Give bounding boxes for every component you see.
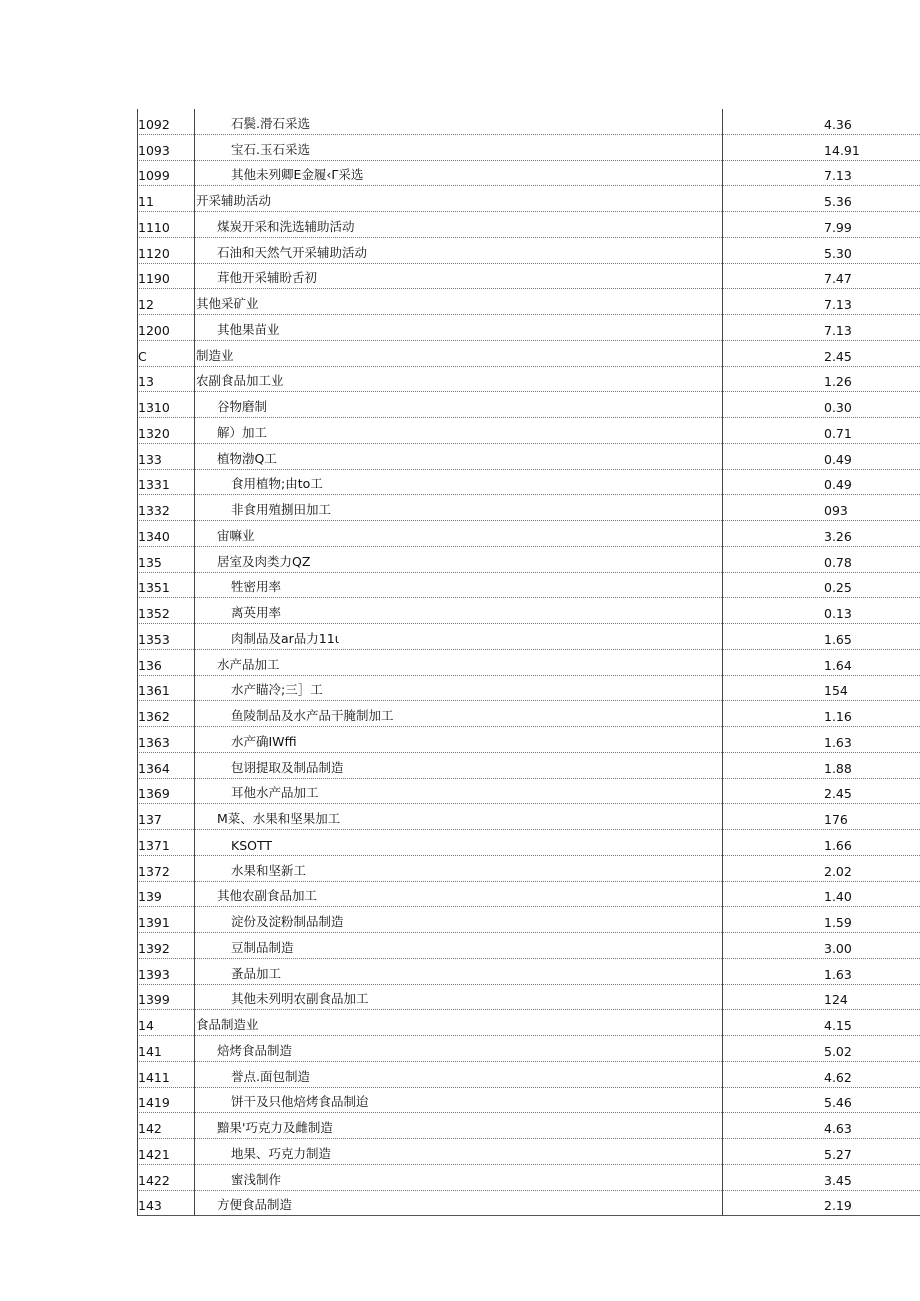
industry-code: 1364 — [138, 760, 170, 776]
table-row — [137, 1139, 920, 1165]
industry-name: 开采辅助活动 — [196, 193, 272, 208]
industry-code: 1392 — [138, 940, 170, 956]
industry-code: 137 — [138, 812, 162, 827]
industry-value: 2.19 — [824, 1198, 852, 1214]
industry-value: 7.13 — [824, 322, 852, 338]
table-body — [137, 109, 920, 1216]
industry-name: 誉点.面包制造 — [231, 1068, 310, 1084]
industry-name: 谷物磨制 — [217, 399, 268, 414]
table-border-left — [137, 109, 138, 1216]
table-row — [137, 161, 920, 187]
industry-value: 0.30 — [824, 400, 852, 415]
table-row — [137, 547, 920, 573]
table-row — [137, 392, 920, 418]
industry-name: M菜、水果和坚果加工 — [217, 811, 341, 826]
table-row — [137, 1010, 920, 1036]
table-row — [137, 985, 920, 1011]
table-row — [137, 470, 920, 496]
industry-name: 制造业 — [196, 347, 234, 363]
industry-code: 1399 — [138, 992, 170, 1008]
industry-value: 5.27 — [824, 1146, 852, 1162]
industry-code: 1092 — [138, 116, 170, 132]
industry-value: 3.45 — [824, 1172, 852, 1188]
table-row — [137, 830, 920, 856]
industry-name: 水产确IWffi — [231, 733, 297, 749]
table-row — [137, 650, 920, 676]
table-row — [137, 367, 920, 393]
data-table — [137, 109, 920, 1216]
industry-code: 135 — [138, 554, 162, 570]
industry-value: 1.63 — [824, 966, 852, 982]
industry-name: 植物渤Q工 — [217, 450, 277, 466]
industry-code: 1351 — [138, 580, 170, 596]
table-row — [137, 1113, 920, 1139]
industry-code: C — [138, 348, 147, 364]
industry-name: 离英用率 — [231, 605, 282, 620]
industry-name: 煤炭开采和洗选辅助活动 — [217, 218, 355, 234]
industry-name: 其他农副食品加工 — [217, 888, 318, 904]
table-row — [137, 701, 920, 727]
industry-name: 石油和天然气开采辅助活动 — [217, 244, 368, 260]
table-row — [137, 444, 920, 470]
table-row — [137, 1036, 920, 1062]
industry-code: 1340 — [138, 528, 170, 544]
industry-value: 1.26 — [824, 374, 852, 390]
table-row — [137, 1165, 920, 1191]
industry-name: KSOTT — [231, 837, 273, 853]
industry-code: 1099 — [138, 168, 170, 184]
industry-value: 4.62 — [824, 1069, 852, 1085]
industry-code: 141 — [138, 1043, 162, 1059]
industry-value: 7.13 — [824, 168, 852, 184]
industry-value: 0.71 — [824, 425, 852, 441]
industry-code: 1093 — [138, 142, 170, 158]
table-row — [137, 495, 920, 521]
industry-value: 7.99 — [824, 219, 852, 235]
table-row — [137, 1191, 920, 1217]
industry-name: 非食用殖捌田加工 — [231, 502, 332, 517]
industry-code: 1422 — [138, 1172, 170, 1188]
industry-name: 包诩提取及制品制造 — [231, 759, 344, 775]
industry-code: 13 — [138, 374, 154, 390]
industry-name: 其他采矿业 — [196, 296, 259, 311]
table-row — [137, 315, 920, 341]
industry-code: 1419 — [138, 1095, 170, 1111]
industry-code: 1361 — [138, 683, 170, 699]
industry-code: 142 — [138, 1121, 162, 1136]
industry-name: 宙嘛业 — [217, 527, 255, 543]
industry-value: 0.49 — [824, 451, 852, 467]
table-row — [137, 521, 920, 547]
industry-value: 14.91 — [824, 142, 860, 158]
table-row — [137, 727, 920, 753]
industry-name: 食用植物;由to工 — [231, 476, 323, 492]
table-row — [137, 779, 920, 805]
industry-name: 农副食品加工业 — [196, 373, 284, 389]
industry-code: 136 — [138, 657, 162, 673]
table-row — [137, 1062, 920, 1088]
industry-code: 1411 — [138, 1069, 170, 1085]
industry-value: 5.36 — [824, 194, 852, 209]
table-row — [137, 238, 920, 264]
industry-name: 水产品加工 — [217, 656, 280, 672]
industry-value: 093 — [824, 503, 848, 518]
industry-value: 1.88 — [824, 760, 852, 776]
industry-value: 2.02 — [824, 863, 852, 879]
table-row — [137, 264, 920, 290]
industry-code: 1372 — [138, 863, 170, 879]
industry-value: 124 — [824, 992, 848, 1008]
table-row — [137, 1088, 920, 1114]
industry-name: 居室及肉类力QZ — [217, 553, 311, 569]
table-row — [137, 573, 920, 599]
industry-code: 1421 — [138, 1146, 170, 1162]
industry-value: 4.15 — [824, 1018, 852, 1033]
industry-value: 5.46 — [824, 1095, 852, 1111]
industry-value: 5.02 — [824, 1043, 852, 1059]
table-row — [137, 753, 920, 779]
industry-name: 蚤品加工 — [231, 965, 282, 981]
industry-code: 1352 — [138, 606, 170, 621]
industry-value: 1.40 — [824, 889, 852, 905]
table-row — [137, 856, 920, 882]
industry-name: 牲密用率 — [231, 579, 282, 595]
table-row — [137, 341, 920, 367]
industry-value: 1.66 — [824, 837, 852, 853]
industry-code: 1120 — [138, 245, 170, 261]
industry-value: 4.63 — [824, 1121, 852, 1136]
industry-code: 1332 — [138, 503, 170, 518]
industry-code: 12 — [138, 297, 154, 312]
industry-code: 1363 — [138, 734, 170, 750]
industry-value: 3.00 — [824, 940, 852, 956]
industry-name: 蜜浅制作 — [231, 1171, 282, 1187]
table-row — [137, 959, 920, 985]
industry-value: 4.36 — [824, 116, 852, 132]
industry-value: 1.64 — [824, 657, 852, 673]
industry-value: 3.26 — [824, 528, 852, 544]
industry-code: 1320 — [138, 425, 170, 441]
industry-value: 0.78 — [824, 554, 852, 570]
table-row — [137, 289, 920, 315]
industry-name: 水产瞄冷;三］工 — [231, 682, 323, 698]
table-row — [137, 598, 920, 624]
industry-name: 饼干及只他焙烤食品制迨 — [231, 1094, 369, 1110]
industry-value: 5.30 — [824, 245, 852, 261]
table-row — [137, 907, 920, 933]
industry-name: 解）加工 — [217, 424, 268, 440]
industry-name: 方便食品制造 — [217, 1197, 293, 1213]
industry-value: 2.45 — [824, 348, 852, 364]
industry-value: 1.65 — [824, 631, 852, 647]
industry-name: 其他果苗业 — [217, 321, 280, 337]
industry-code: 1331 — [138, 477, 170, 493]
table-row — [137, 109, 920, 135]
industry-value: 7.13 — [824, 297, 852, 312]
table-row — [137, 882, 920, 908]
industry-code: 139 — [138, 889, 162, 905]
industry-value: 1.16 — [824, 709, 852, 724]
industry-code: 1369 — [138, 786, 170, 802]
industry-code: 133 — [138, 451, 162, 467]
industry-name: 耳他水产品加工 — [231, 785, 319, 801]
industry-code: 143 — [138, 1198, 162, 1214]
table-row — [137, 135, 920, 161]
industry-code: 1110 — [138, 219, 170, 235]
industry-value: 0.25 — [824, 580, 852, 596]
industry-name: 焙烤食品制造 — [217, 1042, 293, 1058]
column-divider-code — [194, 109, 195, 1216]
table-row — [137, 212, 920, 238]
industry-value: 1.63 — [824, 734, 852, 750]
industry-code: 1393 — [138, 966, 170, 982]
industry-name: 其他未列卿E金履‹Γ采选 — [231, 167, 364, 183]
table-row — [137, 418, 920, 444]
industry-code: 14 — [138, 1018, 154, 1033]
table-row — [137, 186, 920, 212]
industry-name: 水果和坚新工 — [231, 862, 307, 878]
industry-name: 石鬓.滑石采选 — [231, 115, 310, 131]
industry-value: 2.45 — [824, 786, 852, 802]
industry-value: 0.13 — [824, 606, 852, 621]
industry-name: 宝石.玉石采选 — [231, 141, 310, 157]
industry-name: 肉制品及ar品力11ɩ — [231, 630, 339, 646]
industry-code: 1190 — [138, 271, 170, 287]
industry-value: 0.49 — [824, 477, 852, 493]
industry-name: 淀份及淀粉制品制造 — [231, 914, 344, 929]
industry-name: 其他未列明农副食品加工 — [231, 991, 369, 1007]
industry-name: 茸他开采辅盼舌初 — [217, 270, 318, 286]
industry-code: 1200 — [138, 322, 170, 338]
industry-name: 黯果'巧克力及雌制造 — [217, 1120, 333, 1135]
table-row — [137, 624, 920, 650]
industry-code: 1353 — [138, 631, 170, 647]
table-row — [137, 933, 920, 959]
table-row — [137, 804, 920, 830]
industry-code: 1371 — [138, 837, 170, 853]
industry-value: 7.47 — [824, 271, 852, 287]
industry-code: 1391 — [138, 915, 170, 930]
table-row — [137, 676, 920, 702]
industry-name: 豆制品制造 — [231, 939, 294, 955]
industry-code: 11 — [138, 194, 154, 209]
industry-code: 1362 — [138, 709, 170, 724]
industry-value: 154 — [824, 683, 848, 699]
column-divider-value — [722, 109, 723, 1216]
industry-value: 176 — [824, 812, 848, 827]
industry-name: 地果、巧克力制造 — [231, 1145, 332, 1161]
industry-name: 食品制造业 — [196, 1017, 259, 1032]
industry-code: 1310 — [138, 400, 170, 415]
industry-name: 鱼陵制品及水产品干腌制加工 — [231, 708, 394, 723]
industry-value: 1.59 — [824, 915, 852, 930]
